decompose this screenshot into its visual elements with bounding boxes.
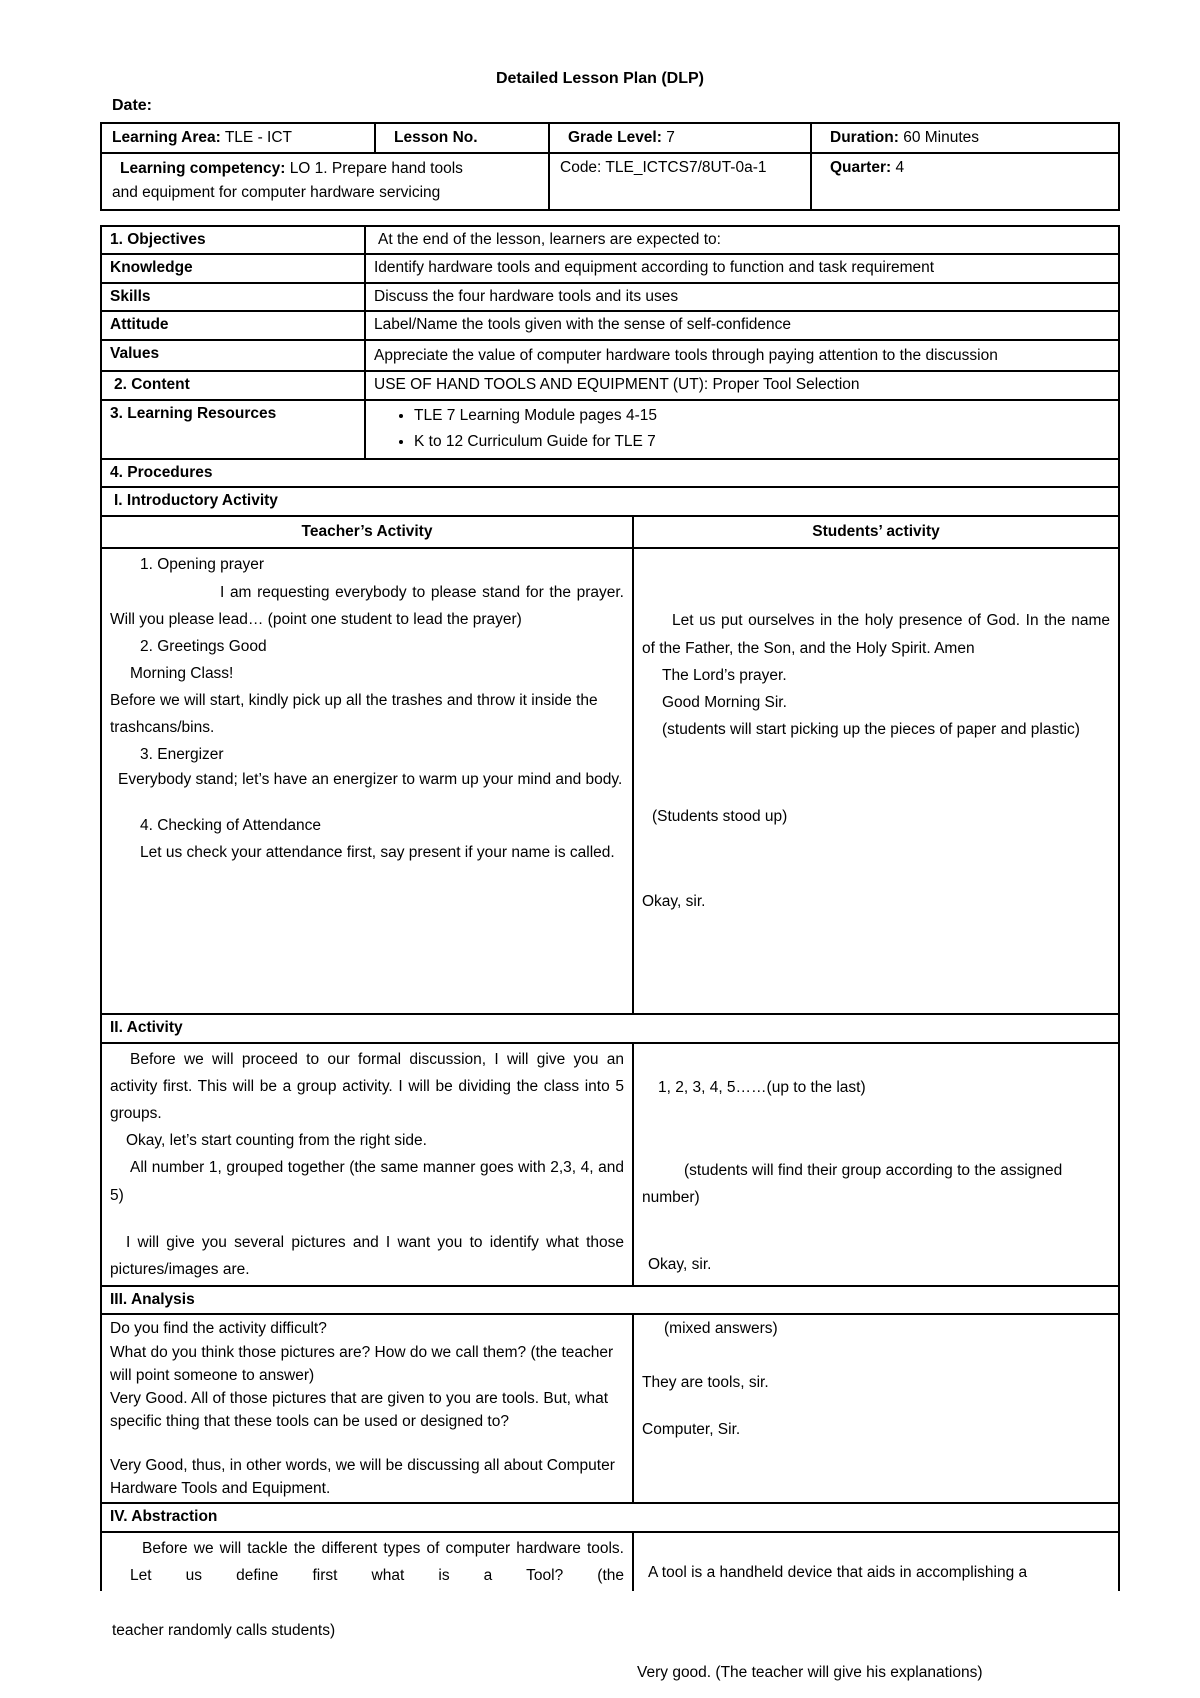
- activities-table: [100, 515, 1120, 1591]
- resources-list-cell: [365, 400, 1119, 459]
- attitude-value: Label/Name the tools given with the sense of self-confidence: [365, 311, 1119, 339]
- duration-cell: Duration: 60 Minutes: [811, 123, 1119, 153]
- resource-item: • TLE 7 Learning Module pages 4-15: [414, 403, 1110, 429]
- values-value: Appreciate the value of computer hardware tools through paying attention to the discussion: [365, 340, 1119, 372]
- competency-cell: Learning competency: LO 1. Prepare hand tools and equipment for computer hardware servicing: [101, 153, 549, 209]
- code-cell: Code: TLE_ICTCS7/8UT-0a-1: [549, 153, 811, 209]
- abstraction-label: IV. Abstraction: [101, 1503, 1119, 1531]
- abstraction-continuation: teacher randomly calls students): [112, 1622, 336, 1639]
- procedures-label: 4. Procedures: [101, 459, 1119, 487]
- resource-item: • K to 12 Curriculum Guide for TLE 7: [414, 429, 1110, 455]
- resources-list: [374, 403, 1110, 456]
- teacher-column-header: Teacher’s Activity: [101, 516, 633, 548]
- activity-label: II. Activity: [101, 1014, 1119, 1042]
- lesson-table: [100, 225, 1120, 517]
- objectives-label: 1. Objectives: [101, 226, 365, 254]
- opening-prayer-item: 1. Opening prayer: [140, 556, 265, 574]
- teacher-activity-cell: Before we will proceed to our formal discussion, I will give you an activity first. This will be a group activity. I will be dividing the class into 5 groups. Okay, let’s start counting from the right side. All number 1, grouped together (the same manner goes with 2,3, 4, and 5) I will give you several pictures and I want you to identify what those pictures/images are.: [101, 1043, 633, 1286]
- knowledge-label: Knowledge: [101, 254, 365, 282]
- student-analysis-cell: (mixed answers) They are tools, sir. Computer, Sir.: [633, 1314, 1119, 1503]
- date-label: Date:: [112, 97, 153, 114]
- student-activity-cell: 1, 2, 3, 4, 5……(up to the last) (students will find their group according to the assigned number) Okay, sir.: [633, 1043, 1119, 1286]
- student-abstraction-cell: A tool is a handheld device that aids in accomplishing a: [633, 1532, 1119, 1591]
- skills-label: Skills: [101, 283, 365, 311]
- student-column-header: Students’ activity: [633, 516, 1119, 548]
- skills-value: Discuss the four hardware tools and its uses: [365, 283, 1119, 311]
- content-label: 2. Content: [101, 371, 365, 399]
- analysis-label: III. Analysis: [101, 1286, 1119, 1314]
- content-value: USE OF HAND TOOLS AND EQUIPMENT (UT): Proper Tool Selection: [365, 371, 1119, 399]
- attendance-item: 4. Checking of Attendance: [140, 816, 321, 834]
- resources-label: 3. Learning Resources: [101, 400, 365, 459]
- teacher-abstraction-cell: Before we will tackle the different types of computer hardware tools. Let us define first what is a Tool? (the: [101, 1532, 633, 1591]
- page-title: Detailed Lesson Plan (DLP): [495, 70, 705, 87]
- abstraction-footer: Very good. (The teacher will give his explanations): [637, 1664, 983, 1681]
- student-intro-cell: Let us put ourselves in the holy presence of God. In the name of the Father, the Son, and the Holy Spirit. Amen The Lord’s prayer. Good Morning Sir. (students will start picking up the pieces of paper and plastic) (Students stood up) Okay, sir.: [633, 548, 1119, 1014]
- teacher-analysis-cell: Do you find the activity difficult? What do you think those pictures are? How do we call them? (the teacher will point someone to answer) Very Good. All of those pictures that are given to you are tools. But, what specific thing that these tools can be used or designed to? Very Good, thus, in other words, we will be discussing all about Computer Hardware Tools and Equipment.: [101, 1314, 633, 1503]
- grade-level-cell: Grade Level: 7: [549, 123, 811, 153]
- learning-area-cell: Learning Area: TLE - ICT: [101, 123, 375, 153]
- values-label: Values: [101, 340, 365, 372]
- greetings-item: 2. Greetings Good: [140, 637, 267, 655]
- quarter-cell: Quarter: 4: [811, 153, 1119, 209]
- knowledge-value: Identify hardware tools and equipment according to function and task requirement: [365, 254, 1119, 282]
- teacher-intro-cell: 1. Opening prayer I am requesting everybody to please stand for the prayer. Will you please lead… (point one student to lead the prayer) 2. Greetings Good Morning Class! Before we will start, kindly pick up all the trashes and throw it inside the trashcans/bins. 3. Energizer Everybody stand; let’s have an energizer to warm up your mind and body. 4. Checking of Attendance Let us check your attendance first, say present if your name is called.: [101, 548, 633, 1014]
- attitude-label: Attitude: [101, 311, 365, 339]
- introductory-activity-label: I. Introductory Activity: [101, 487, 1119, 515]
- lesson-no-cell: Lesson No.: [375, 123, 549, 153]
- header-table: [100, 122, 1120, 211]
- energizer-item: 3. Energizer: [140, 746, 224, 764]
- objectives-intro: At the end of the lesson, learners are expected to:: [365, 226, 1119, 254]
